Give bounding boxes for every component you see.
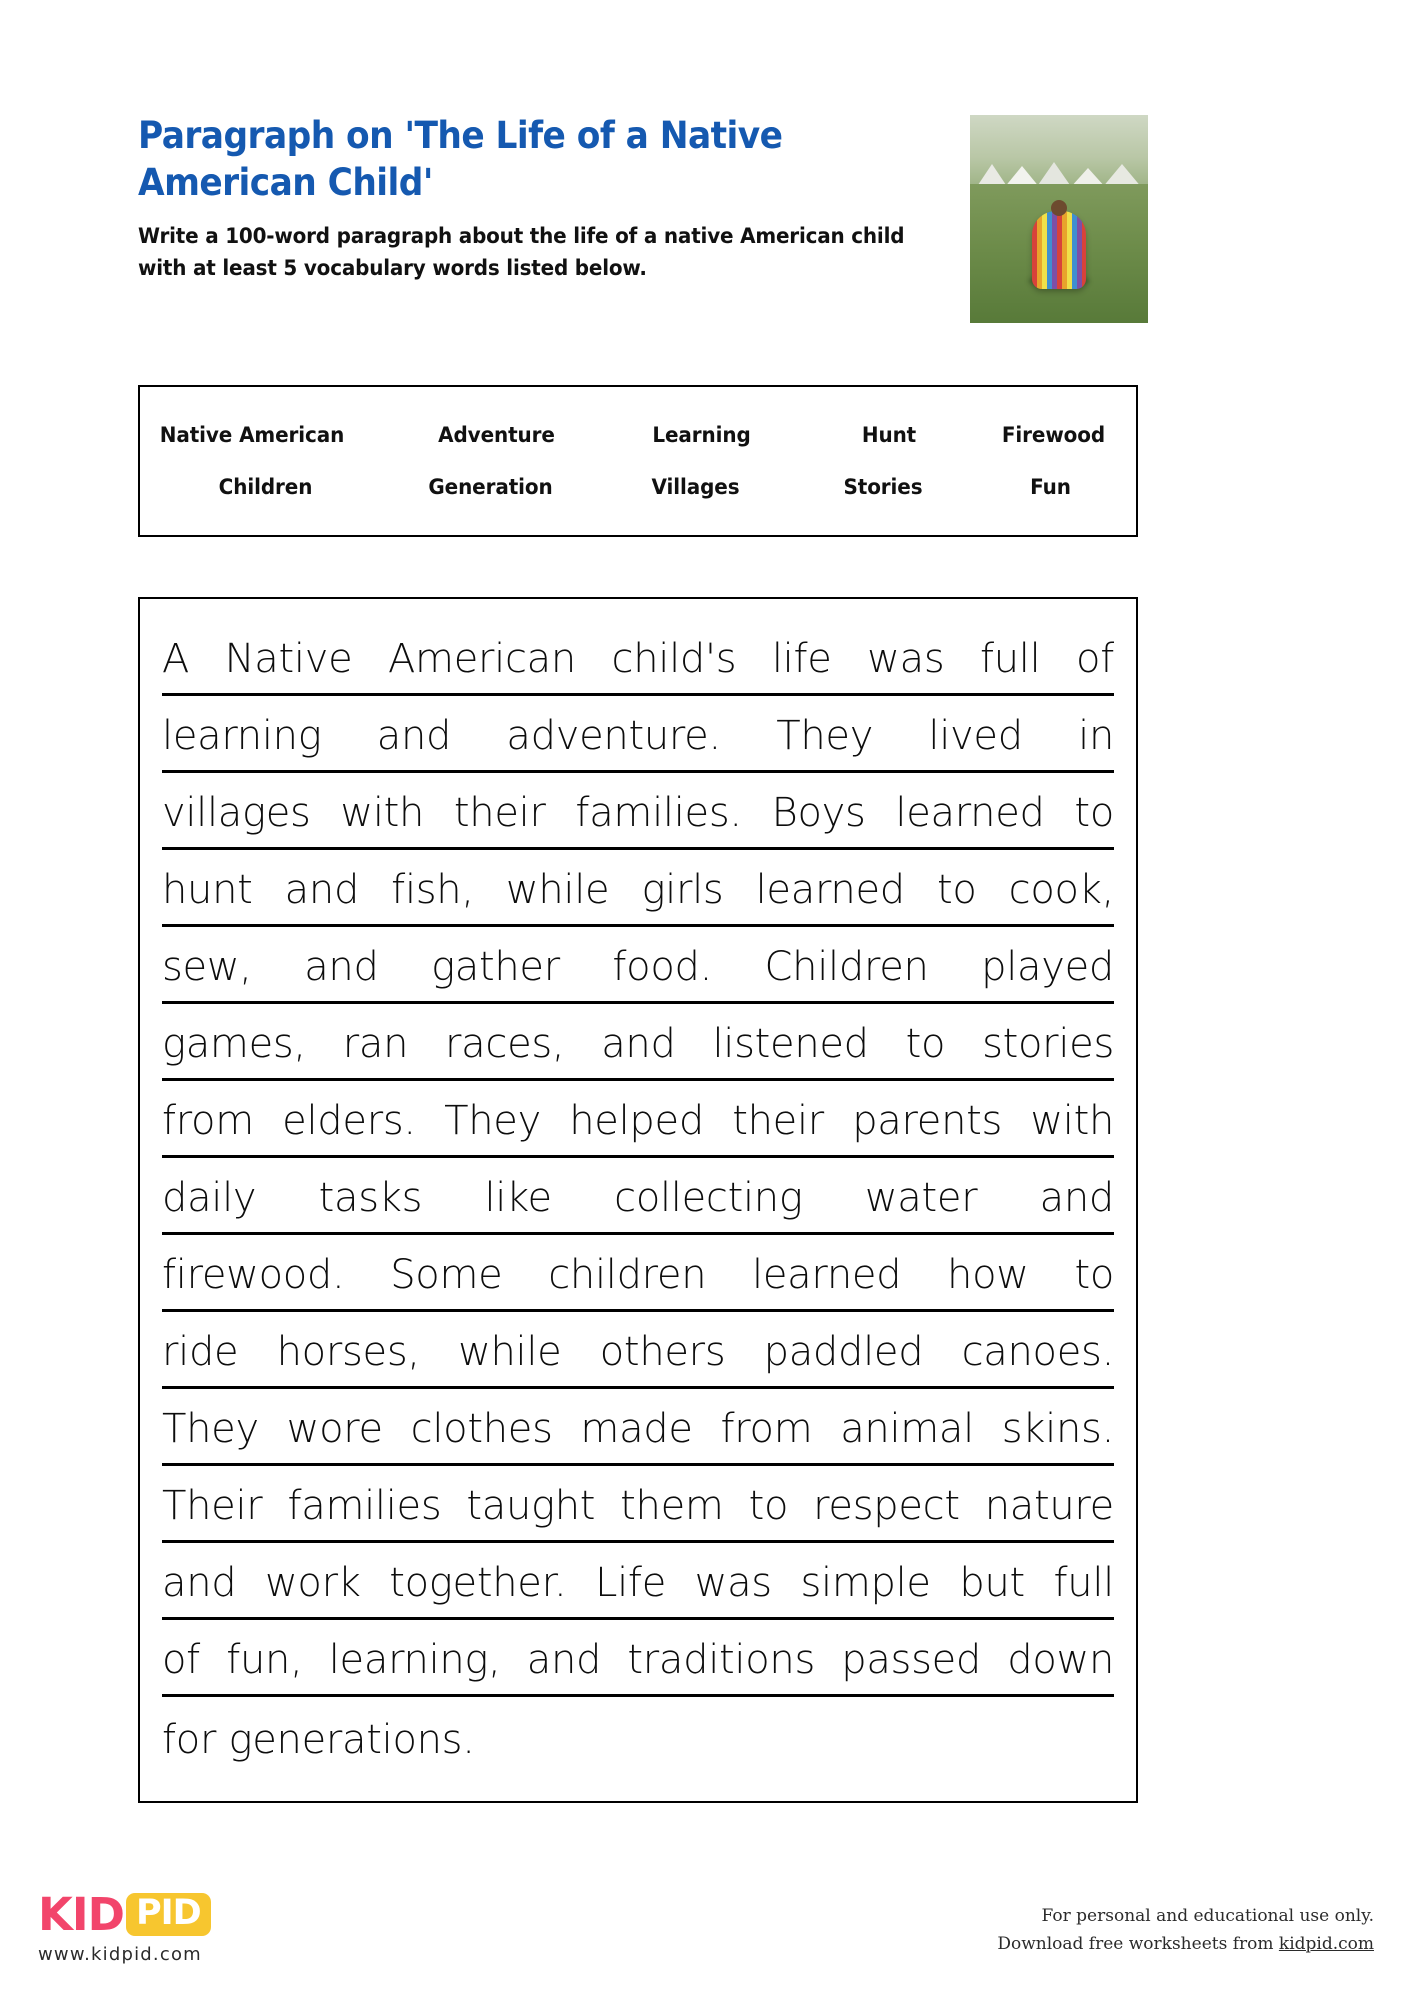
vocabulary-word: Native American [159,423,345,447]
vocabulary-word: Children [218,475,313,499]
vocabulary-box [138,385,1138,537]
answer-line-text: villages with their families. Boys learned to [162,790,1114,836]
answer-line [162,1312,1114,1389]
answer-line [162,1235,1114,1312]
vocabulary-word: Learning [652,423,751,447]
logo-kid-text: KID [38,1887,124,1941]
logo-mark [38,1887,278,1941]
answer-line-text: games, ran races, and listened to stories [162,1021,1114,1067]
kidpid-logo[interactable] [38,1887,278,1965]
answer-line-text: and work together. Life was simple but full [162,1560,1114,1606]
logo-url-text: www.kidpid.com [38,1944,202,1965]
answer-line-text: of fun, learning, and traditions passed down [162,1637,1114,1683]
page-title: Paragraph on 'The Life of a Native American Child' [138,114,783,205]
answer-line [162,1466,1114,1543]
footer-download-prefix: Download free worksheets from [997,1934,1279,1955]
answer-line [162,696,1114,773]
answer-line [162,1389,1114,1466]
footer-note [997,1902,1374,1958]
answer-line [162,773,1114,850]
answer-line-text: ride horses, while others paddled canoes. [162,1329,1114,1375]
vocabulary-word: Firewood [1001,423,1106,447]
answer-line [162,1158,1114,1235]
vocabulary-word: Generation [428,475,553,499]
answer-line [162,1543,1114,1620]
answer-line [162,1004,1114,1081]
answer-line-text: hunt and fish, while girls learned to cook, [162,867,1114,913]
worksheet-header [138,112,1148,323]
vocabulary-word: Hunt [861,423,917,447]
answer-line-text: learning and adventure. They lived in [162,713,1114,759]
answer-line [162,850,1114,927]
footer-kidpid-link[interactable]: kidpid.com [1278,1934,1374,1955]
answer-line-text: daily tasks like collecting water and [162,1175,1114,1221]
answer-box[interactable] [138,597,1138,1803]
vocabulary-word: Villages [651,475,740,499]
answer-line [162,927,1114,1004]
answer-line [162,1081,1114,1158]
answer-line [162,1697,1114,1774]
answer-line-text: firewood. Some children learned how to [162,1252,1114,1298]
instruction-text: Write a 100-word paragraph about the life of a native American child with at least 5 vocabulary words listed below. [138,223,905,280]
header-text-block [138,112,908,285]
photo-dancer-regalia [1032,211,1086,289]
vocabulary-word: Stories [843,475,923,499]
answer-line [162,1620,1114,1697]
answer-line-text: sew, and gather food. Children played [162,944,1114,990]
vocabulary-row [140,423,1136,447]
vocabulary-word: Adventure [438,423,555,447]
answer-line-text: A Native American child's life was full of [162,636,1114,682]
footer-usage-line: For personal and educational use only. [1041,1906,1374,1926]
answer-line-text: from elders. They helped their parents with [162,1098,1114,1144]
vocabulary-row [140,475,1136,499]
answer-line-text: for generations. [162,1717,475,1763]
footer-download-line [997,1930,1374,1958]
logo-pid-text: PID [126,1893,211,1936]
vocabulary-word: Fun [1030,475,1071,499]
answer-line-text: Their families taught them to respect nature [162,1483,1114,1529]
answer-line-text: They wore clothes made from animal skins. [162,1406,1114,1452]
header-photo [970,115,1148,323]
answer-line [162,619,1114,696]
